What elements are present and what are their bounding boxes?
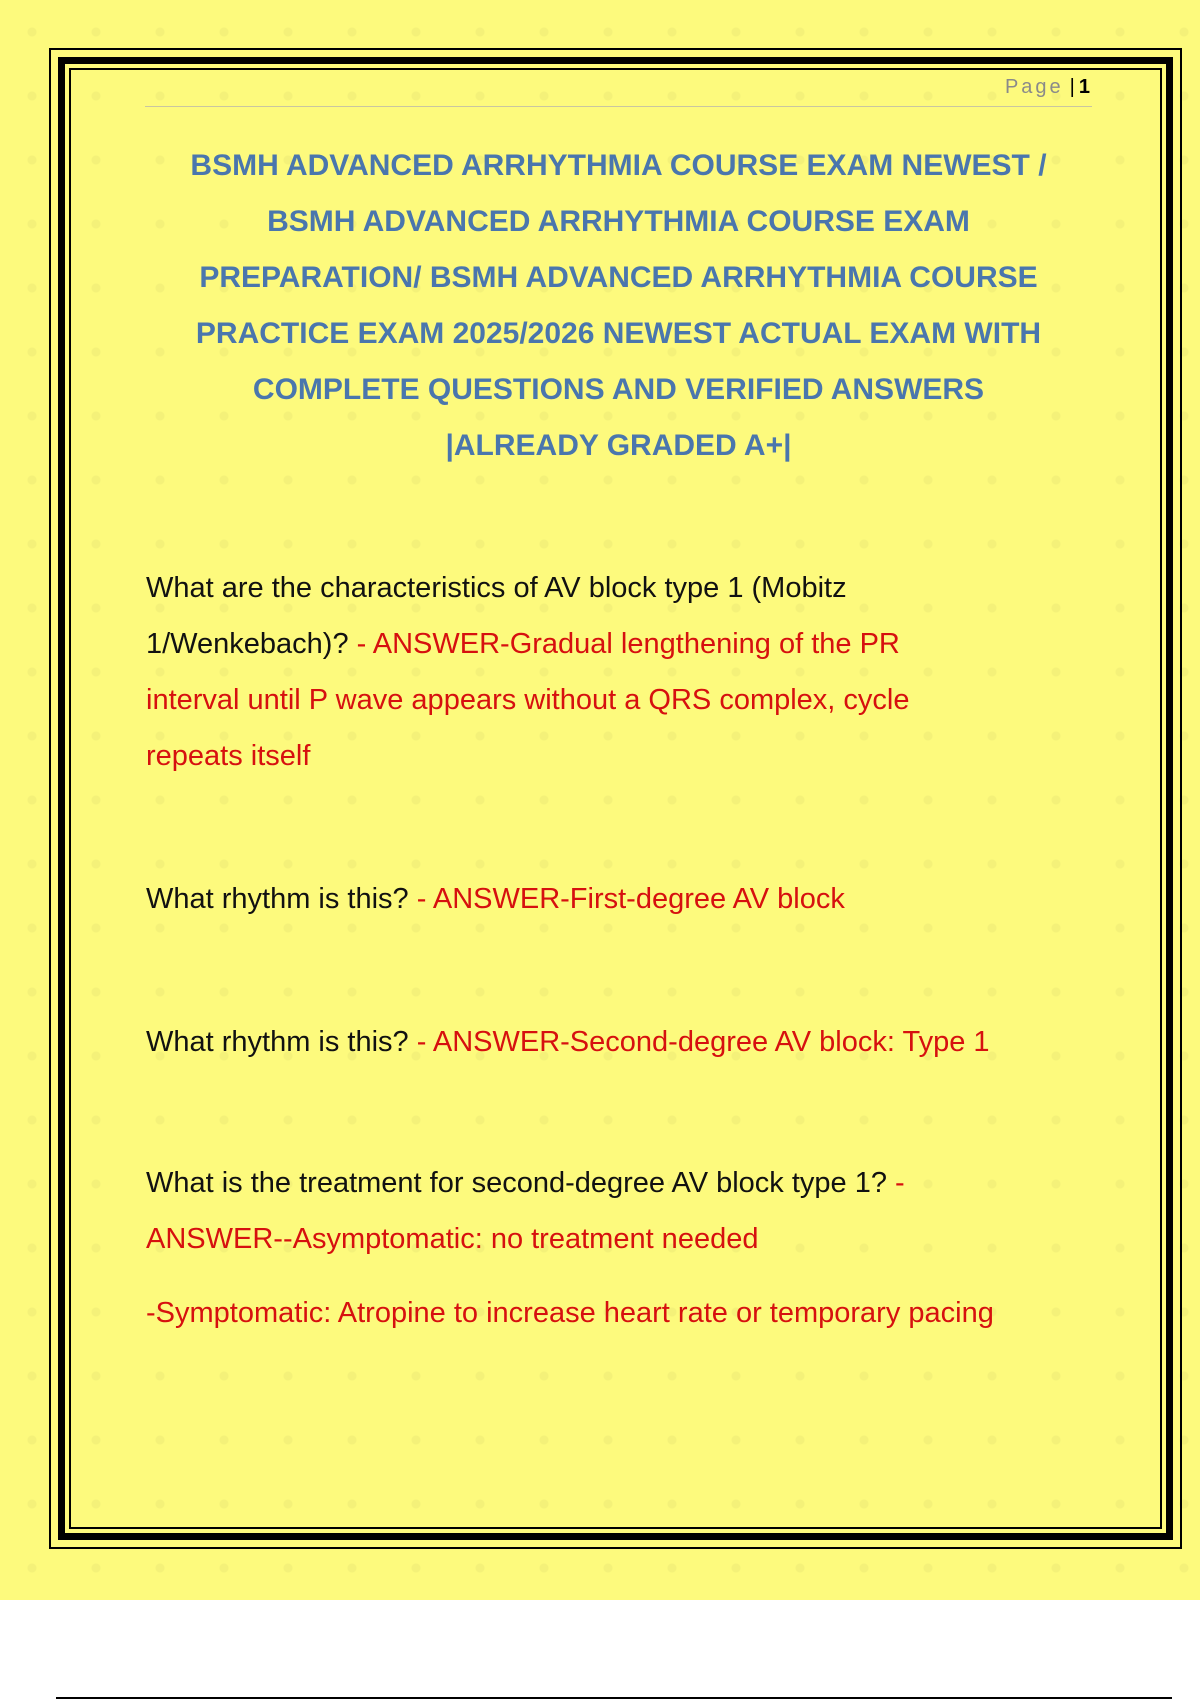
title-line: PRACTICE EXAM 2025/2026 NEWEST ACTUAL EXAM WITH [195,317,1042,350]
title-line: PREPARATION/ BSMH ADVANCED ARRHYTHMIA COURSE [199,261,1038,294]
question-text: What are the characteristics of AV block type 1 (Mobitz [146,572,847,604]
title-line: |ALREADY GRADED A+| [445,429,792,462]
question-text: What rhythm is this? [146,883,409,915]
page-number: 1 [1078,76,1090,98]
title-line: BSMH ADVANCED ARRHYTHMIA COURSE EXAM NEWEST / [190,149,1047,182]
page-label: Page [1004,76,1064,98]
answer-text: repeats itself [146,740,311,772]
question-text: What rhythm is this? [146,1026,409,1058]
qa-item-2 [146,871,1106,927]
answer-text: - ANSWER-Second-degree AV block: Type 1 [408,1026,990,1058]
next-page-top-border [56,1697,1172,1699]
qa-line [146,616,1106,672]
question-text: What is the treatment for second-degree AV block type 1? [146,1167,887,1199]
answer-text: - ANSWER-First-degree AV block [408,883,845,915]
question-text: 1/Wenkebach)? [146,628,349,660]
header-divider [145,106,1092,107]
answer-text: interval until P wave appears without a QRS complex, cycle [146,684,910,716]
document-title [145,138,1092,474]
answer-text: - ANSWER-Gradual lengthening of the PR [348,628,900,660]
qa-item-1 [146,560,1106,784]
qa-line [146,1014,1106,1070]
qa-item-3 [146,1014,1106,1070]
answer-text: ANSWER--Asymptomatic: no treatment needed [146,1223,759,1255]
qa-line [146,1155,1106,1211]
title-line: COMPLETE QUESTIONS AND VERIFIED ANSWERS [252,373,985,406]
qa-item-4 [146,1155,1106,1341]
title-line: BSMH ADVANCED ARRHYTHMIA COURSE EXAM [267,205,970,238]
page-number-header [1005,76,1090,99]
answer-text: - [886,1167,905,1199]
page-separator: | [1069,76,1075,98]
qa-line [146,871,1106,927]
answer-text: -Symptomatic: Atropine to increase heart rate or temporary pacing [146,1297,994,1329]
